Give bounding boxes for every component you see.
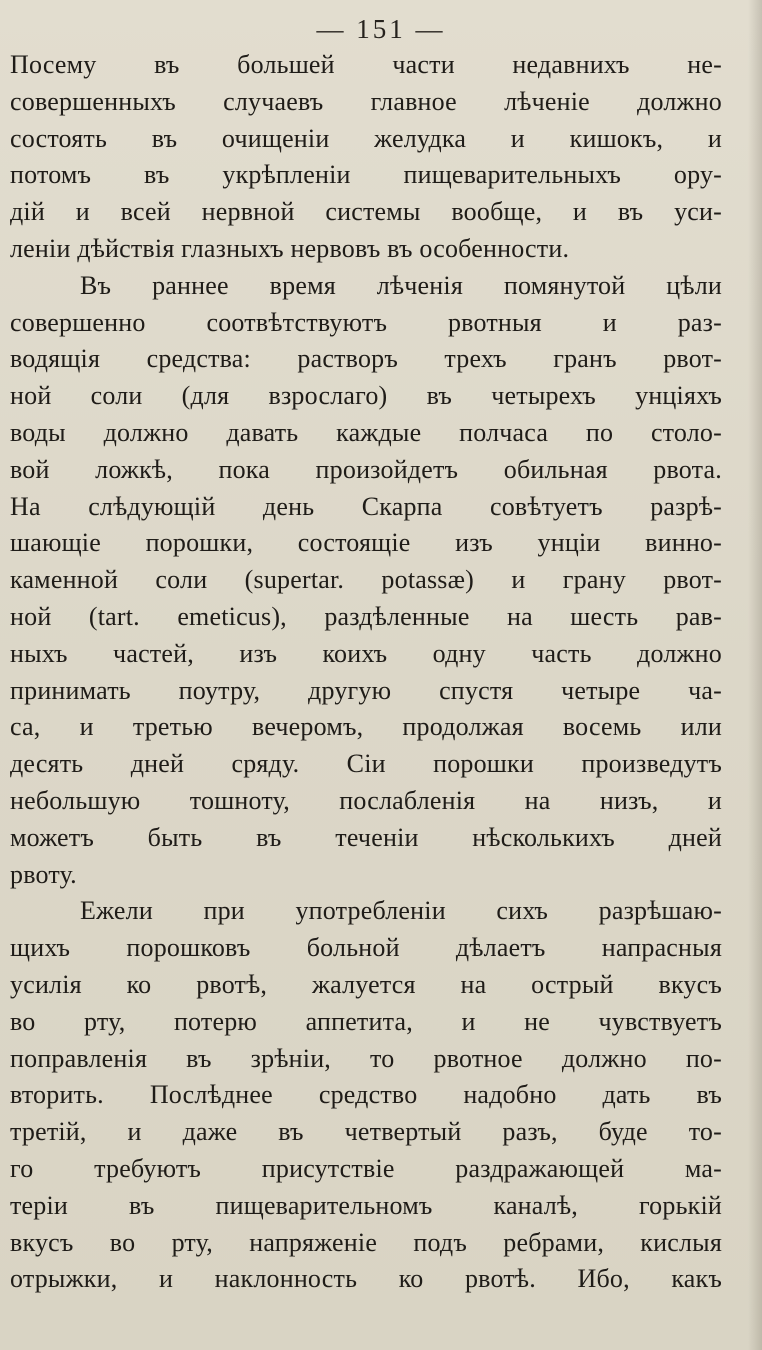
- text-line: третій, и даже въ четвертый разъ, буде то-: [10, 1117, 722, 1147]
- page-number: — 151 —: [316, 14, 446, 44]
- text-line: Посему въ большей части недавнихъ не-: [10, 50, 722, 79]
- text-line: щихъ порошковъ больной дѣлаетъ напрасныя: [10, 933, 722, 963]
- page-edge-shadow: [748, 0, 762, 1350]
- text-line: водящія средства: растворъ трехъ гранъ рвот-: [10, 344, 722, 374]
- text-line: каменной соли (supertar. potassæ) и грану рвот-: [10, 565, 722, 595]
- text-line: воды должно давать каждые полчаса по столо-: [10, 417, 722, 447]
- text-line: вкусъ во рту, напряженіе подъ ребрами, кислыя: [10, 1227, 722, 1257]
- paragraph-start-line: Въ раннее время лѣченія помянутой цѣли: [80, 270, 722, 300]
- text-line: са, и третью вечеромъ, продолжая восемь или: [10, 712, 722, 742]
- body-text: [10, 47, 722, 1298]
- text-line: ныхъ частей, изъ коихъ одну часть должно: [10, 638, 722, 668]
- text-line: шающіе порошки, состоящіе изъ унціи винно-: [10, 528, 722, 558]
- text-line: рвоту.: [10, 859, 77, 889]
- text-line: На слѣдующій день Скарпа совѣтуетъ разрѣ-: [10, 491, 722, 521]
- text-line: состоять въ очищеніи желудка и кишокъ, и: [10, 123, 722, 153]
- text-line: усилія ко рвотѣ, жалуется на острый вкусъ: [10, 969, 722, 999]
- text-line: вторить. Послѣднее средство надобно дать въ: [10, 1080, 722, 1110]
- text-line: леніи дѣйствія глазныхъ нервовъ въ особенности.: [10, 233, 570, 263]
- text-line: вой ложкѣ, пока произойдетъ обильная рвота.: [10, 454, 722, 484]
- text-line: совершенныхъ случаевъ главное лѣченіе должно: [10, 86, 722, 116]
- text-line: поправленія въ зрѣніи, то рвотное должно по-: [10, 1043, 722, 1073]
- text-line: ной соли (для взрослаго) въ четырехъ унціяхъ: [10, 381, 722, 411]
- text-line: десять дней сряду. Сіи порошки произведутъ: [10, 749, 722, 779]
- paragraph-start-line: Ежели при употребленіи сихъ разрѣшаю-: [80, 896, 722, 926]
- text-line: можетъ быть въ теченіи нѣсколькихъ дней: [10, 822, 722, 852]
- text-line: го требуютъ присутствіе раздражающей ма-: [10, 1153, 722, 1183]
- text-line: принимать поутру, другую спустя четыре ча-: [10, 675, 722, 705]
- text-line: отрыжки, и наклонность ко рвотѣ. Ибо, какъ: [10, 1264, 722, 1294]
- text-line: дій и всей нервной системы вообще, и въ уси-: [10, 197, 722, 227]
- text-line: небольшую тошноту, послабленія на низъ, и: [10, 785, 722, 815]
- text-line: ной (tart. emeticus), раздѣленные на шесть рав-: [10, 601, 722, 631]
- text-line: теріи въ пищеварительномъ каналѣ, горькій: [10, 1190, 722, 1220]
- text-line: во рту, потерю аппетита, и не чувствуетъ: [10, 1006, 722, 1036]
- text-line: потомъ въ укрѣпленіи пищеварительныхъ ору-: [10, 160, 722, 190]
- text-line: совершенно соотвѣтствуютъ рвотныя и раз-: [10, 307, 722, 337]
